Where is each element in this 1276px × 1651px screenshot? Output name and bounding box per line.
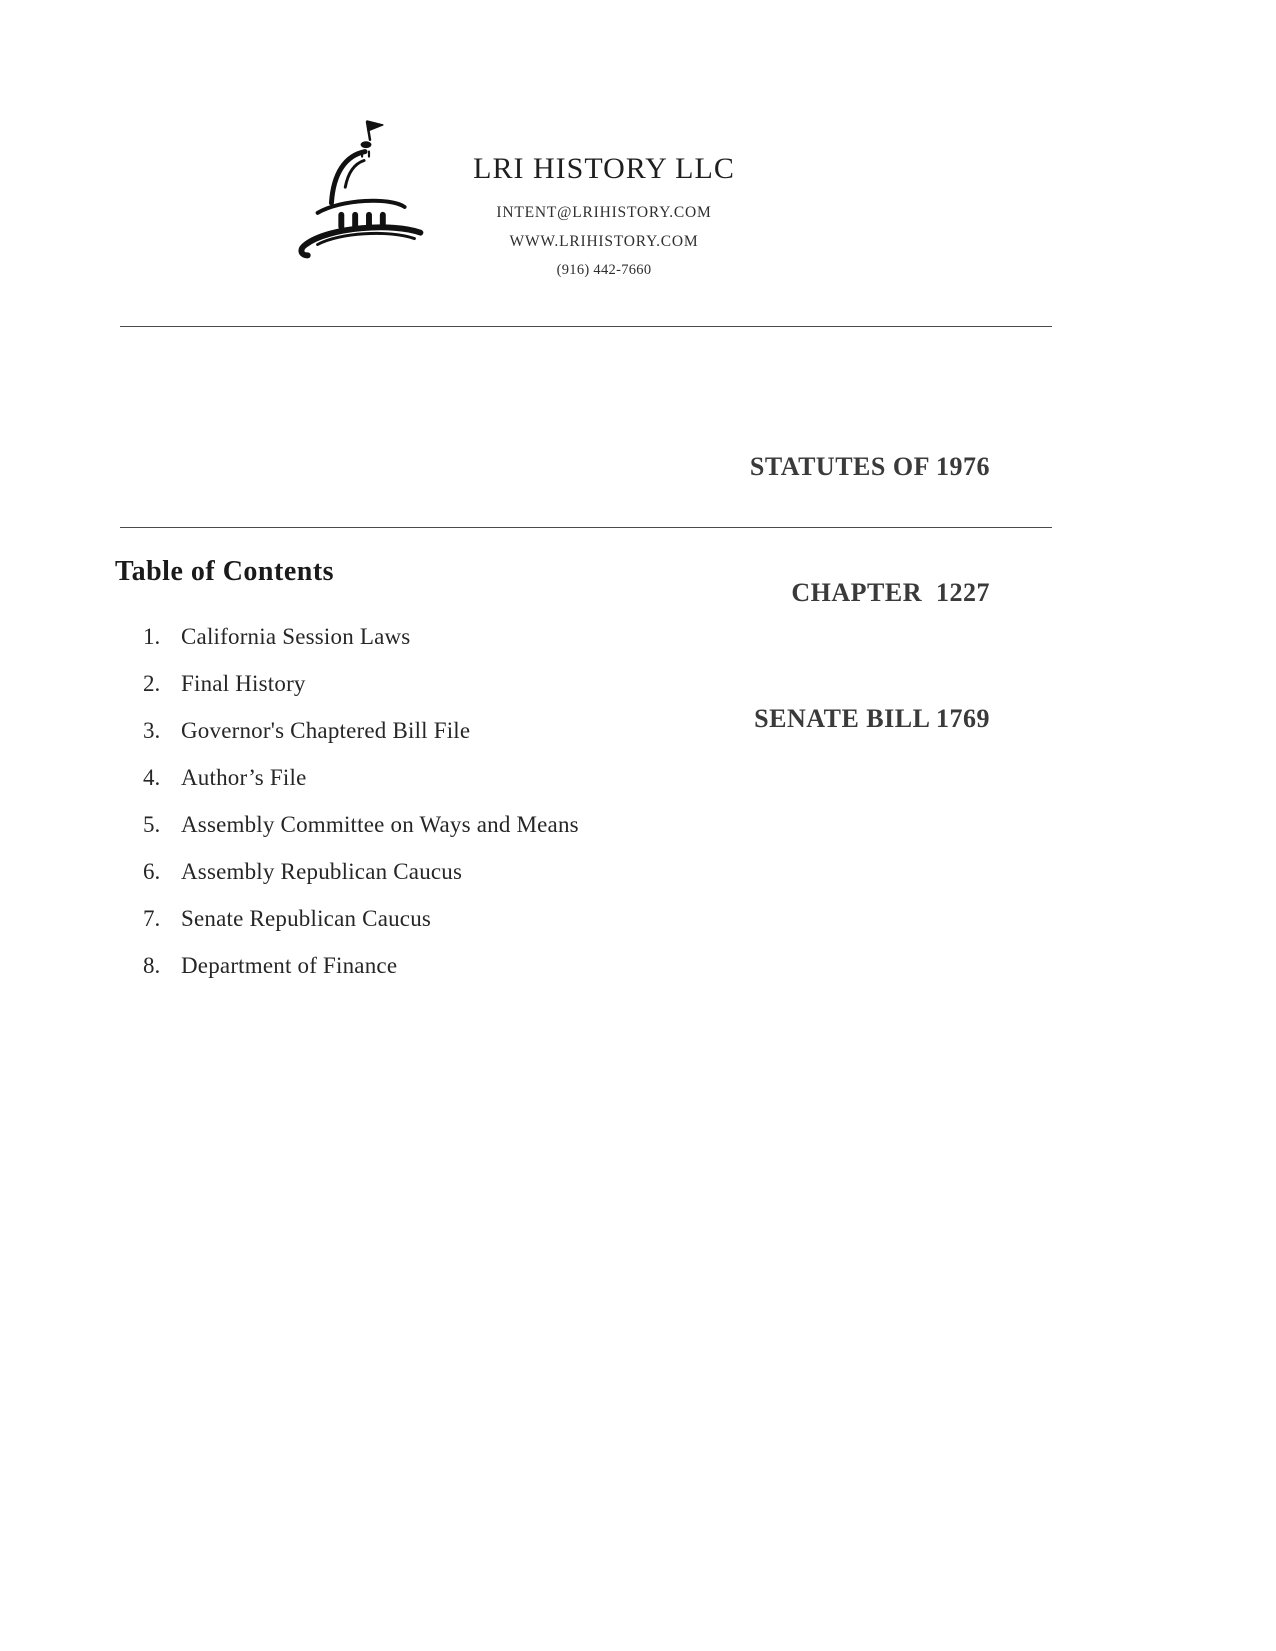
capitol-logo-icon <box>292 118 444 286</box>
toc-item-label: Assembly Committee on Ways and Means <box>181 812 579 837</box>
toc-item <box>143 622 579 651</box>
toc-item <box>143 857 579 886</box>
toc-item-number: 7. <box>143 906 161 931</box>
toc-item-label: Governor's Chaptered Bill File <box>181 718 471 743</box>
company-name: LRI HISTORY LLC <box>473 152 735 185</box>
toc-item <box>143 810 579 839</box>
toc-item-number: 5. <box>143 812 161 837</box>
toc-item-number: 4. <box>143 765 161 790</box>
toc-item <box>143 716 579 745</box>
toc-item-label: Author’s File <box>181 765 307 790</box>
toc-item <box>143 951 579 980</box>
statutes-line: STATUTES OF 1976 <box>749 452 990 481</box>
letterhead <box>456 152 752 285</box>
toc-item-number: 3. <box>143 718 161 743</box>
toc-item-number: 1. <box>143 624 161 649</box>
chapter-line: CHAPTER 1227 <box>791 578 990 607</box>
website-text: WWW.LRIHISTORY.COM <box>509 233 699 250</box>
toc-item-label: Final History <box>181 671 306 696</box>
toc-list <box>143 622 579 998</box>
toc-heading: Table of Contents <box>115 556 335 587</box>
divider-bottom <box>120 527 1052 528</box>
email-text: INTENT@LRIHISTORY.COM <box>496 204 712 221</box>
toc-item-label: Department of Finance <box>181 953 398 978</box>
toc-item <box>143 763 579 792</box>
toc-item-number: 6. <box>143 859 161 884</box>
toc-item-label: California Session Laws <box>181 624 411 649</box>
toc-item-label: Assembly Republican Caucus <box>181 859 463 884</box>
toc-item <box>143 669 579 698</box>
toc-item-number: 8. <box>143 953 161 978</box>
phone-text: (916) 442-7660 <box>556 262 652 278</box>
toc-item-label: Senate Republican Caucus <box>181 906 432 931</box>
toc-item-number: 2. <box>143 671 161 696</box>
senate-bill-line: SENATE BILL 1769 <box>754 704 990 733</box>
title-block <box>750 362 990 824</box>
divider-top <box>120 326 1052 327</box>
toc-item <box>143 904 579 933</box>
